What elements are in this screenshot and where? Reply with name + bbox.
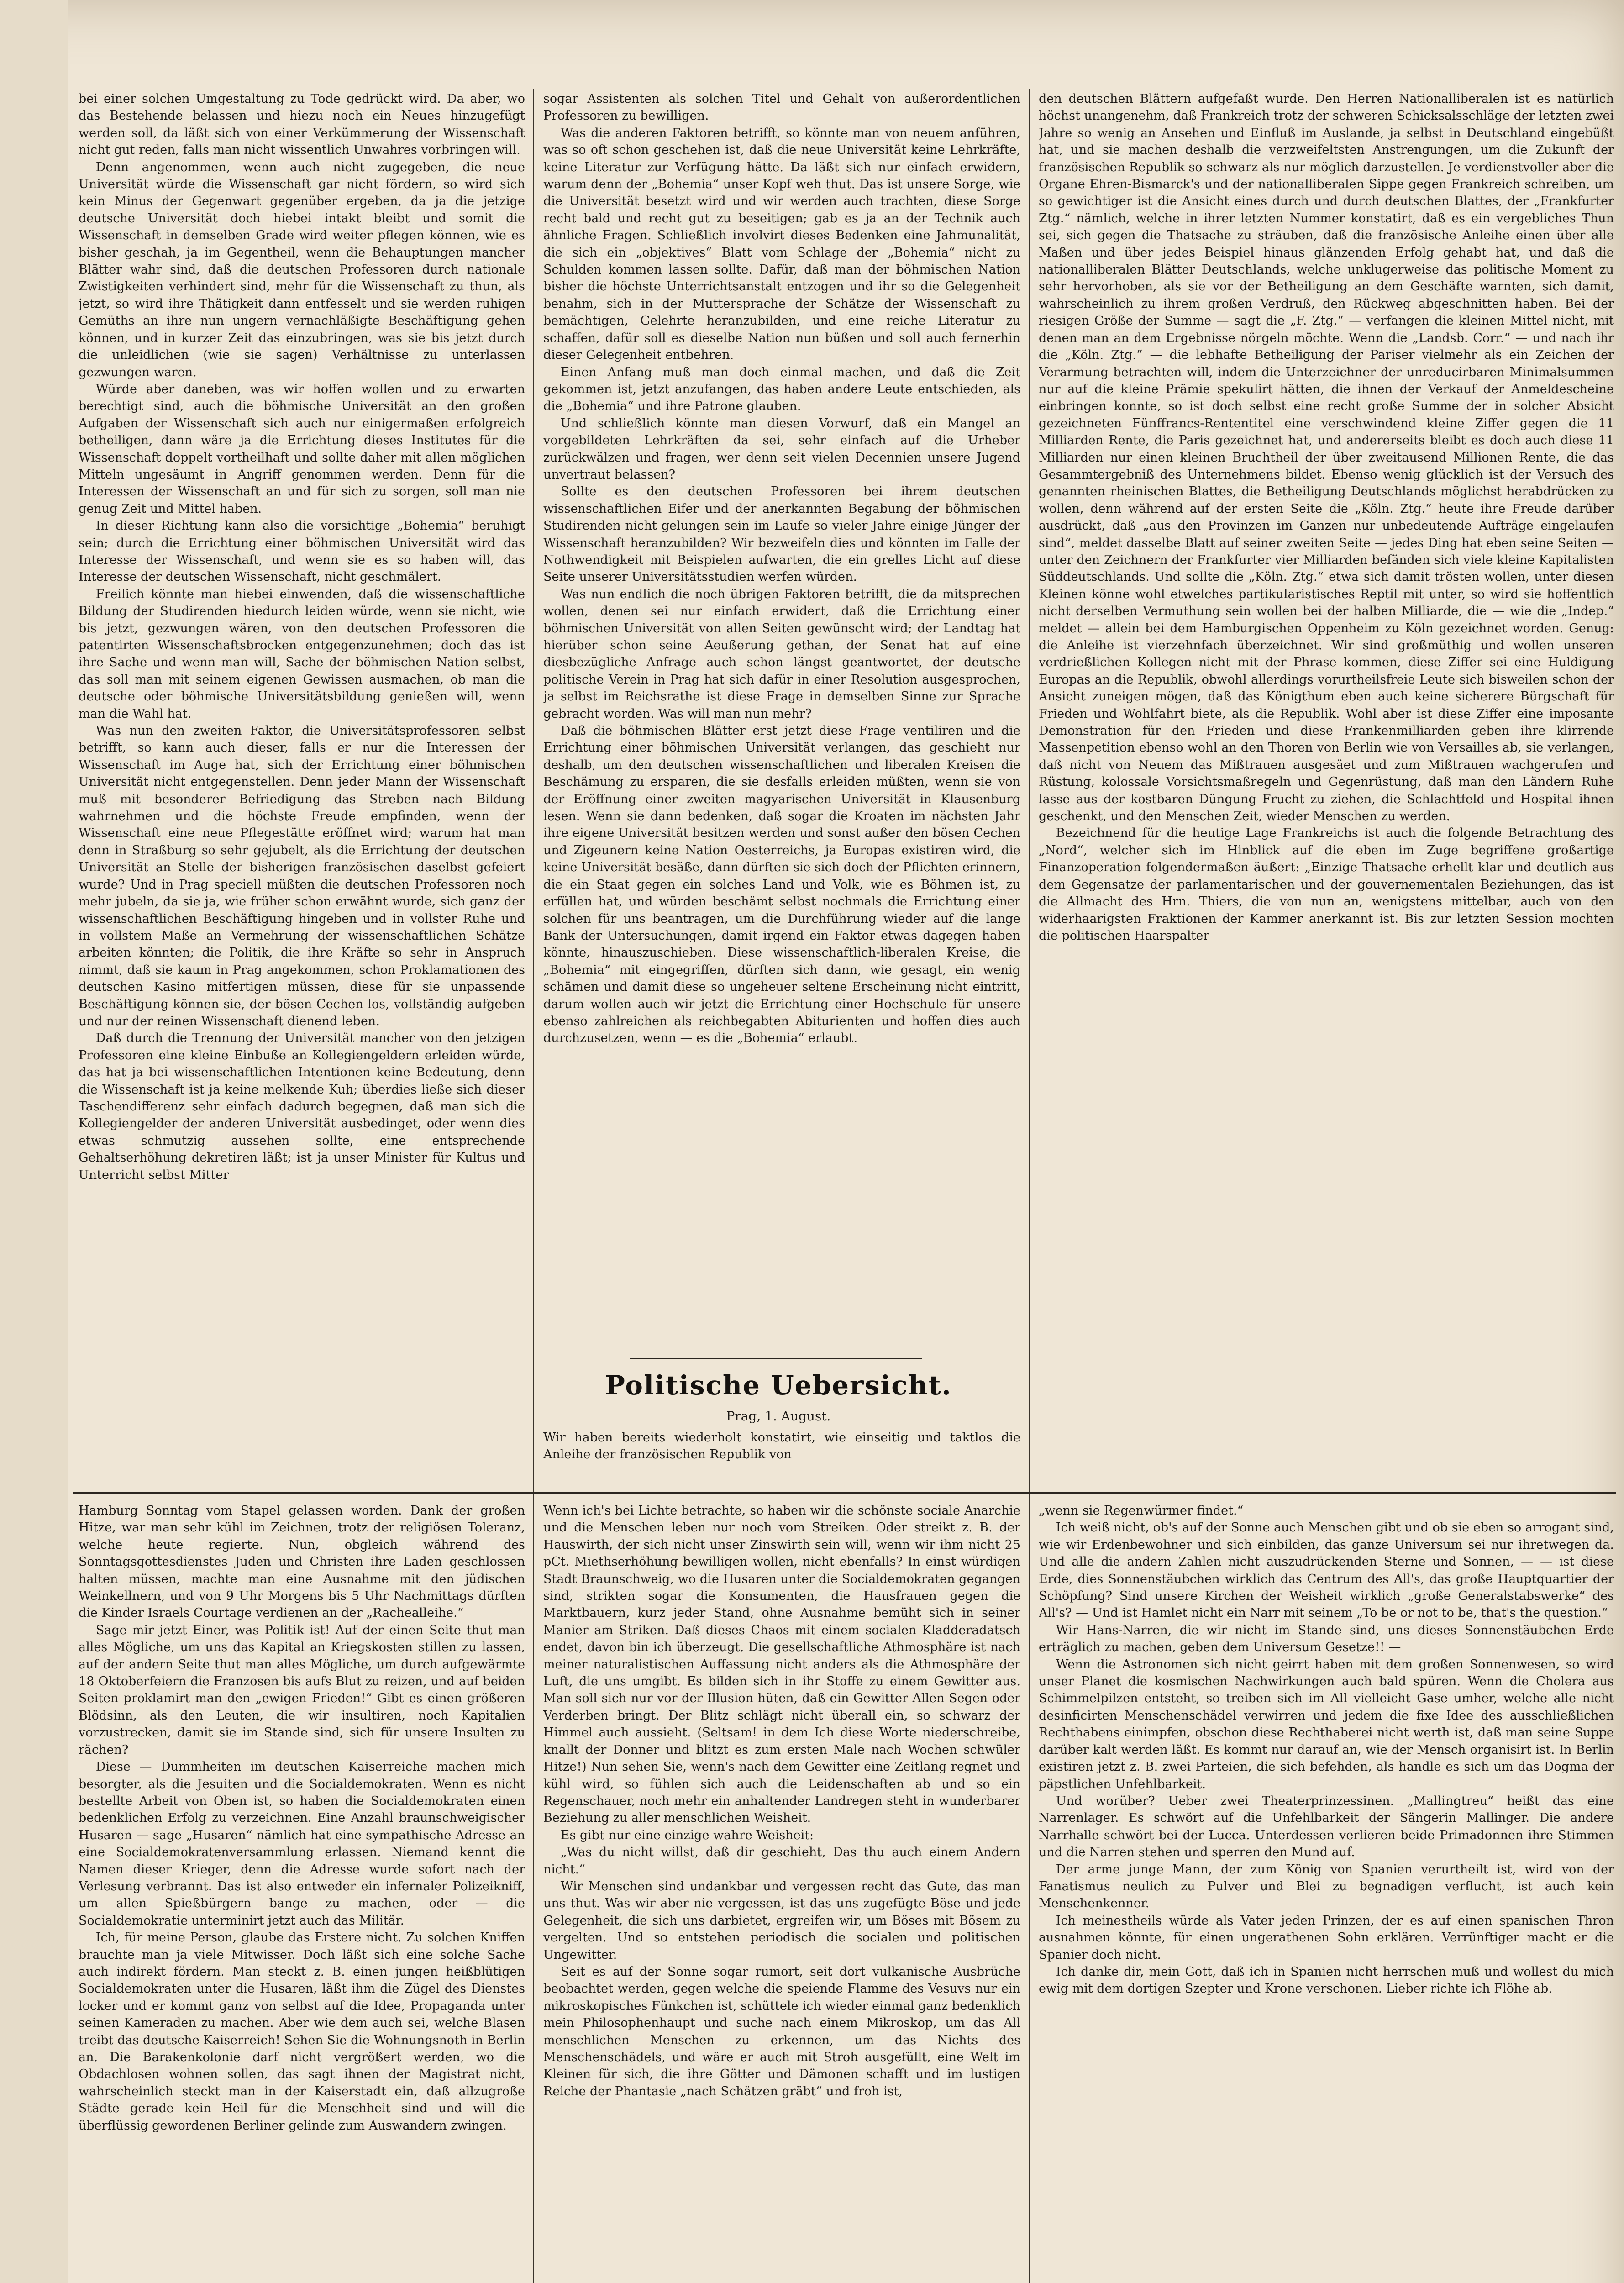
paragraph: Ich danke dir, mein Gott, daß ich in Spanien nicht herrschen muß und wollest du mich ewig mit dem dortigen Szepter und Krone verschonen. Lieber richte ich Flöhe ab.: [1039, 1964, 1614, 1996]
column-2-upper: [543, 90, 1020, 1323]
paragraph: Was nun den zweiten Faktor, die Universitätsprofessoren selbst betrifft, so kann auch dieser, falls er nur die Interessen der Wissenschaft im Auge hat, sich der Errichtung einer böhmischen Universität nicht entgegenstellen. Denn jeder Mann der Wissenschaft muß mit besonderer Befriedigung das Streben nach Bildung wahrnehmen und die höchste Freude empfinden, wenn der Wissenschaft eine neue Pflegestätte eröffnet wird; warum hat man denn in Straßburg so sehr gejubelt, als die Errichtung der deutschen Universität an Stelle der bisherigen französischen daselbst gefeiert wurde? Und in Prag speciell müßten die deutschen Professoren noch mehr jubeln, da sie ja, wie früher schon erwähnt wurde, sich ganz der wissenschaftlichen Beschäftigung hingeben und in vollster Ruhe und in vollstem Maße an Vermehrung der wissenschaftlichen Schätze arbeiten könnten; die Politik, die ihre Kräfte so sehr in Anspruch nimmt, daß sie kaum in Prag angekommen, schon Proklamationen des deutschen Kasino mitfertigen müssen, diese für sie unpassende Beschäftigung können sie, der bösen Cechen los, vollständig aufgeben und nur der reinen Wissenschaft dienend leben.: [79, 724, 525, 1028]
paragraph: Einen Anfang muß man doch einmal machen, und daß die Zeit gekommen ist, jetzt anzufangen, das haben andere Leute entschieden, als die „Bohemia“ und ihre Patrone glauben.: [543, 365, 1020, 414]
paragraph: Würde aber daneben, was wir hoffen wollen und zu erwarten berechtigt sind, auch die böhmische Universität an den großen Aufgaben der Wissenschaft sich auch nur einigermaßen erfolgreich betheiligen, dann wäre ja die Errichtung dieses Institutes für die Wissenschaft doppelt vortheilhaft und sollte daher mit allen möglichen Mitteln ungesäumt in Angriff genommen werden. Denn für die Interessen der Wissenschaft an und für sich zu sorgen, soll man nie genug Zeit und Mittel haben.: [79, 382, 525, 516]
paragraph: Ich weiß nicht, ob's auf der Sonne auch Menschen gibt und ob sie eben so arrogant sind, wie wir Erdenbewohner und sich einbilden, das ganze Universum sei nur ihretwegen da. Und alle die andern Zahlen nicht auszudrückenden Sterne und Sonnen, — — ist diese Erde, dies Sonnenstäubchen wirklich das Centrum des All's, das große Hauptquartier der Schöpfung? Sind unsere Kirchen der Weisheit wirklich „große Generalstabswerke“ des All's? — Und ist Hamlet nicht ein Narr mit seinem „To be or not to be, that's the question.“: [1039, 1520, 1614, 1620]
column-1-upper: [79, 90, 525, 1483]
paragraph: „Was du nicht willst, daß dir geschieht, Das thu auch einem Andern nicht.“: [543, 1845, 1020, 1877]
column-2-news: [543, 1429, 1020, 1484]
paragraph: Wir haben bereits wiederholt konstatirt, wie einseitig und taktlos die Anleihe der französischen Republik von: [543, 1431, 1020, 1462]
paragraph: Daß die böhmischen Blätter erst jetzt diese Frage ventiliren und die Errichtung einer böhmischen Universität verlangen, das geschieht nur deshalb, um den deutschen wissenschaftlichen und liberalen Kreisen die Beschämung zu ersparen, die sie desfalls erleiden müßten, wenn sie von der Eröffnung einer zweiten magyarischen Universität in Klausenburg lesen. Wenn sie dann bedenken, daß sogar die Kroaten im nächsten Jahr ihre eigene Universität besitzen werden und sonst außer den bösen Cechen und Zigeunern keine Nation Oesterreichs, ja Europas existiren wird, die keine Universität besäße, dann dürften sie sich doch der Pflichten erinnern, die ein Staat gegen ein solches Land und Volk, wie es Böhmen ist, zu erfüllen hat, und würden beschämt selbst nochmals die Errichtung einer solchen für uns beantragen, um die Durchführung wieder auf die lange Bank der Untersuchungen, damit irgend ein Faktor etwas dagegen haben könnte, hinauszuschieben. Diese wissenschaftlich-liberalen Kreise, die „Bohemia“ mit eingegriffen, dürften sich dann, wie gesagt, ein wenig schämen und damit diese so ungeheuer seltene Erscheinung nicht eintritt, darum wollen auch wir jetzt die Errichtung einer Hochschule für unsere ebenso zahlreichen als reichbegabten Abiturienten und hoffen dies auch durchzusetzen, wenn — es die „Bohemia“ erlaubt.: [543, 724, 1020, 1046]
paragraph: Seit es auf der Sonne sogar rumort, seit dort vulkanische Ausbrüche beobachtet werden, gegen welche die speiende Flamme des Vesuvs nur ein mikroskopisches Fünkchen ist, schüttele ich wieder einmal ganz bedenklich mein Philosophenhaupt und suche nach einem Mikroskop, um das All menschlichen Menschen zu erkennen, um das Nichts des Menschenschädels, und wäre er auch mit Stroh ausgefüllt, eine Welt im Kleinen für sich, die ihre Götter und Dämonen schafft und im lustigen Reiche der Phantasie „nach Schätzen gräbt“ und froh ist,: [543, 1964, 1020, 2099]
column-1-lower: [79, 1502, 525, 2283]
paragraph: Wir Hans-Narren, die wir nicht im Stande sind, uns dieses Sonnenstäubchen Erde erträglich zu machen, geben dem Universum Gesetze!! —: [1039, 1623, 1614, 1655]
paragraph: Sollte es den deutschen Professoren bei ihrem deutschen wissenschaftlichen Eifer und der anerkannten Begabung der böhmischen Studirenden nicht gelungen sein im Laufe so vieler Jahre einige Jünger der Wissenschaft heranzubilden? Wir bezweifeln dies und könnten im Falle der Nothwendigkeit mit Beispielen aufwarten, die ein grelles Licht auf diese Seite unserer Universitätsstudien werfen würden.: [543, 484, 1020, 584]
paragraph: Hamburg Sonntag vom Stapel gelassen worden. Dank der großen Hitze, war man sehr kühl im Zeichnen, trotz der religiösen Toleranz, welche heute regierte. Nun, obgleich während des Sonntagsgottesdienstes Juden und Christen ihre Laden geschlossen halten müssen, machte man eine Ausnahme mit den jüdischen Weinkellnern, und von 9 Uhr Morgens bis 5 Uhr Nachmittags dürften die Kinder Israels Courtage verdienen an der „Rachealleihe.“: [79, 1504, 525, 1620]
feuilleton-rule: [73, 1492, 1616, 1494]
paragraph: Und worüber? Ueber zwei Theaterprinzessinen. „Mallingtreu“ heißt das eine Narrenlager. Es schwört auf die Unfehlbarkeit der Sängerin Mallinger. Die andere Narrhalle schwört bei der Lucca. Unterdessen verlieren beide Primadonnen ihre Stimmen und die Narren stehen und sperren den Mund auf.: [1039, 1794, 1614, 1860]
page-margin: [0, 0, 68, 2283]
column-3-upper: [1039, 90, 1614, 1483]
paragraph: bei einer solchen Umgestaltung zu Tode gedrückt wird. Da aber, wo das Bestehende belassen und hiezu noch ein Neues hinzugefügt werden soll, da läßt sich von einer Verkümmerung der Wissenschaft nicht gut reden, falls man nicht wissentlich Unwahres vorbringen will.: [79, 92, 525, 158]
paragraph: Was die anderen Faktoren betrifft, so könnte man von neuem anführen, was so oft schon geschehen ist, daß die neue Universität keine Lehrkräfte, keine Literatur zur Verfügung hätte. Da läßt sich nur einfach erwidern, warum denn der „Bohemia“ unser Kopf weh thut. Das ist unsere Sorge, wie die Universität besetzt wird und wir werden auch trachten, diese Sorge recht bald und recht gut zu beseitigen; gab es ja an der Technik auch ähnliche Fragen. Schließlich involvirt dieses Bedenken eine Jahmunalität, die sich ein „objektives“ Blatt vom Schlage der „Bohemia“ nicht zu Schulden kommen lassen sollte. Dafür, daß man der böhmischen Nation bisher die höchste Unterrichtsanstalt entzogen und ihr so die Gelegenheit benahm, sich in der Muttersprache der Schätze der Wissenschaft zu bemächtigen, Gelehrte heranzubilden, und eine reiche Literatur zu schaffen, dafür soll es dieselbe Nation nun büßen und soll auch fernerhin dieser Gelegenheit entbehren.: [543, 126, 1020, 363]
paragraph: Wenn die Astronomen sich nicht geirrt haben mit dem großen Sonnenwesen, so wird unser Planet die kosmischen Nachwirkungen auch bald spüren. Wenn die Cholera aus Schimmelpilzen entsteht, so treiben sich im All vielleicht Gase umher, welche alle nicht desinficirten Menschenschädel verwirren und jedem die fixe Idee des ausschließlichen Rechthabens einimpfen, obschon diese Rechthaberei nicht werth ist, daß man seine Suppe darüber kalt werden läßt. Es kommt nur darauf an, wie der Mensch organisirt ist. In Berlin existiren jetzt z. B. zwei Parteien, die sich befehden, als handle es sich um das Dogma der päpstlichen Unfehlbarkeit.: [1039, 1657, 1614, 1791]
paragraph: Wir Menschen sind undankbar und vergessen recht das Gute, das man uns thut. Was wir aber nie vergessen, ist das uns zugefügte Böse und jede Gelegenheit, die sich uns darbietet, ergreifen wir, um Böses mit Bösem zu vergelten. Und so entstehen periodisch die socialen und politischen Ungewitter.: [543, 1879, 1020, 1962]
paragraph: Daß durch die Trennung der Universität mancher von den jetzigen Professoren eine kleine Einbuße an Kollegiengeldern erleiden würde, das hat ja bei wissenschaftlichen Intentionen keine Bedeutung, denn die Wissenschaft ist ja keine melkende Kuh; überdies ließe sich dieser Taschendifferenz sehr einfach dadurch begegnen, daß man sich die Kollegiengelder der anderen Universität ausbedinget, oder wenn dies etwas schmutzig aussehen sollte, eine entsprechende Gehaltserhöhung dekretiren läßt; ist ja unser Minister für Kultus und Unterricht selbst Mitter: [79, 1031, 525, 1182]
heading-rule-top: [630, 1358, 922, 1359]
paragraph: Wenn ich's bei Lichte betrachte, so haben wir die schönste sociale Anarchie und die Menschen leben nur noch vom Streiken. Oder streikt z. B. der Hauswirth, der sich nicht unser Zinswirth sein will, wenn wir ihm nicht 25 pCt. Miethserhöhung bewilligen wollen, nicht ebenfalls? In einst würdigen Stadt Braunschweig, wo die Husaren unter die Socialdemokraten gegangen sind, strikten sogar die Konsumenten, die Hausfrauen gegen die Marktbauern, kurz jeder Stand, ohne Ausnahme bemüht sich in seiner Manier am Striken. Daß dieses Chaos mit einem socialen Kladderadatsch endet, davon bin ich überzeugt. Die gesellschaftliche Athmosphäre ist nach meiner naturalistischen Auffassung nicht anders als die Athmosphäre der Luft, die uns umgibt. Es bilden sich in ihr Stoffe zu einem Gewitter aus. Man soll sich nur vor der Illusion hüten, daß ein Gewitter Allen Segen oder Verderben bringt. Der Blitz schlägt nicht überall ein, so schwarz der Himmel auch aussieht. (Seltsam! in dem Ich diese Worte niederschreibe, knallt der Donner und blitzt es zum ersten Male nach Wochen schwüler Hitze!) Nun sehen Sie, wenn's nach dem Gewitter eine Zeitlang regnet und kühl wird, so fühlen sich auch die Leidenschaften ab und so ein Regenschauer, noch mehr ein anhaltender Landregen steht in wunderbarer Beziehung zu aller menschlichen Weisheit.: [543, 1504, 1020, 1825]
column-2-lower: [543, 1502, 1020, 2283]
paragraph: Ich, für meine Person, glaube das Erstere nicht. Zu solchen Kniffen brauchte man ja viele Mitwisser. Doch läßt sich eine solche Sache auch indirekt fördern. Man steckt z. B. einen jungen heißblütigen Socialdemokraten unter die Husaren, läßt ihm die Zügel des Dienstes locker und er kommt ganz von selbst auf die Idee, Propaganda unter seinen Kameraden zu machen. Aber wie dem auch sei, welche Blasen treibt das deutsche Kaiserreich! Sehen Sie die Wohnungsnoth in Berlin an. Die Barakenkolonie darf nicht vergrößert werden, wo die Obdachlosen wohnen sollen, das sagt ihnen der Magistrat nicht, wahrscheinlich steckt man in der Kaiserstadt ein, daß allzugroße Städte gerade kein Heil für die Menschheit sind und will die überflüssig gewordenen Berliner gelinde zum Auswandern zwingen.: [79, 1931, 525, 2133]
paragraph: Ich meinestheils würde als Vater jeden Prinzen, der es auf einen spanischen Thron ausnahmen könnte, für einen ungerathenen Sohn erklären. Verrünftiger macht er die Spanier doch nicht.: [1039, 1913, 1614, 1962]
paragraph: den deutschen Blättern aufgefaßt wurde. Den Herren Nationalliberalen ist es natürlich höchst unangenehm, daß Frankreich trotz der schweren Schicksalsschläge der letzten zwei Jahre so wenig an Ansehen und Einfluß im Auslande, ja selbst in Deutschland eingebüßt hat, und sie machen deshalb die verzweifeltsten Anstrengungen, um die Zukunft der französischen Republik so schwarz als nur möglich darzustellen. Je verdienstvoller aber die Organe Ehren-Bismarck's und der nationalliberalen Sippe gegen Frankreich schreiben, um so gewichtiger ist die Ansicht eines durch und durch deutschen Blattes, der „Frankfurter Ztg.“ nämlich, welche in ihrer letzten Nummer konstatirt, daß es ein vergebliches Thun sei, sich gegen die Thatsache zu sträuben, daß die französische Anleihe einen über alle Maßen und über jedes Beispiel hinaus glänzenden Erfolg gehabt hat, und daß die nationalliberalen Blätter Deutschlands, welche unklugerweise das politische Moment zu sehr hervorhoben, als sie vor der Betheiligung an dem Geschäfte warnten, sich damit, wahrscheinlich zu ihrem großen Verdruß, den Rückweg abgeschnitten haben. Bei der riesigen Größe der Summe — sagt die „F. Ztg.“ — verfangen die kleinen Mittel nicht, mit denen man an dem Ergebnisse nörgeln möchte. Wenn die „Landsb. Corr.“ — und nach ihr die „Köln. Ztg.“ — die lebhafte Betheiligung der Pariser vielmehr als ein Zeichen der Verarmung betrachten will, indem die Unterzeichner der unreducirbaren Minimalsummen nur auf die kleine Prämie spekulirt hätten, die ihnen der Verkauf der Anmeldescheine einbringen konnte, so ist doch selbst eine recht große Summe der in solcher Absicht gezeichneten Fünffrancs-Rententitel eine verschwindend kleine Ziffer gegen die 11 Milliarden Rente, die Paris gezeichnet hat, und andererseits bleibt es doch auch diese 11 Milliarden nur einen kleinen Bruchtheil der über zweitausend Millionen Rente, die das Gesammtergebniß des Unternehmens bildet. Ebenso wenig glücklich ist der Versuch des genannten rheinischen Blattes, die Betheiligung Deutschlands möglichst herabdrücken zu wollen, denn während auf der ersten Seite die „Köln. Ztg.“ heute ihre Freude darüber ausdrückt, daß „aus den Provinzen im Ganzen nur unbedeutende Aufträge eingelaufen sind“, meldet dasselbe Blatt auf seiner zweiten Seite — jedes Ding hat eben seine Seiten — unter den Zeichnern der Frankfurter vier Milliarden befänden sich viele kleine Kapitalisten Süddeutschlands. Und sollte die „Köln. Ztg.“ etwa sich damit trösten wollen, unter diesen Kleinen könne wohl etwelches partikularistisches Reptil mit unter, so wird sie hoffentlich nicht derselben Vermuthung sein wollen bei der halben Milliarde, die — wie die „Indep.“ meldet — allein bei dem Hamburgischen Oppenheim zu Köln gezeichnet worden. Genug: die Anleihe ist vierzehnfach überzeichnet. Wir sind großmüthig und wollen unseren verdrießlichen Kollegen nicht mit der Phrase kommen, diese Ziffer sei eine Huldigung Europas an die Republik, obwohl allerdings vorurtheilsfreie Leute sich bisweilen schon der Ansicht zuneigen mögen, daß das Königthum eben auch keine sicherere Bürgschaft für Frieden und Wohlfahrt biete, als die Republik. Wohl aber ist diese Ziffer eine imposante Demonstration für den Frieden und diese Frankenmilliarden geben ihre klirrende Massenpetition ebenso wohl an den Thoren von Berlin wie von Versailles ab, sie verlangen, daß nicht von Neuem das Mißtrauen ausgesäet und zum Mißtrauen wachgerufen und Rüstung, kolossale Vorsichtsmaßregeln und Gegenrüstung, daß man den Ländern Ruhe lasse aus der kostbaren Düngung Frucht zu ziehen, die Schlachtfeld und Hospital ihnen geschenkt, und den Menschen Zeit, wieder Menschen zu werden.: [1039, 92, 1614, 824]
column-3-lower: [1039, 1502, 1614, 2283]
paragraph: „wenn sie Regenwürmer findet.“: [1039, 1504, 1244, 1518]
paragraph: Sage mir jetzt Einer, was Politik ist! Auf der einen Seite thut man alles Mögliche, um uns das Kapital an Kriegskosten stillen zu lassen, auf der andern Seite thut man alles Mögliche, um durch aufgewärmte 18 Oktoberfeiern die Franzosen bis aufs Blut zu reizen, und auf beiden Seiten proklamirt man den „ewigen Frieden!“ Gibt es einen größeren Blödsinn, als den Leuten, die wir insultiren, noch Kapitalien vorzustrecken, damit sie im Stande sind, sich für unsere Insulten zu rächen?: [79, 1623, 525, 1757]
dateline: Prag, 1. August.: [726, 1409, 831, 1424]
paragraph: Denn angenommen, wenn auch nicht zugegeben, die neue Universität würde die Wissenschaft gar nicht fördern, so wird sich kein Minus der Gegenwart gegenüber ergeben, da ja die jetzige deutsche Universität doch hiebei intakt bleibt und somit die Wissenschaft in demselben Grade wird weiter pflegen können, wie es bisher geschah, ja im Gegentheil, wenn die Behauptungen mancher Blätter wahr sind, daß die deutschen Professoren durch nationale Zwistigkeiten verhindert sind, mehr für die Wissenschaft zu thun, als jetzt, so wird ihre Thätigkeit dann entfesselt und sie werden ruhigen Gemüths an ihre nun ungern vernachläßigte Beschäftigung gehen können, und in kurzer Zeit das einzubringen, was sie bis jetzt durch die unleidlichen (wie sie sagen) Verhältnisse zu unterlassen gezwungen waren.: [79, 160, 525, 379]
section-heading: Politische Uebersicht.: [605, 1370, 952, 1401]
paragraph: Es gibt nur eine einzige wahre Weisheit:: [560, 1828, 814, 1842]
paragraph: Der arme junge Mann, der zum König von Spanien verurtheilt ist, wird von der Fanatismus neulich zu Pulver und Blei zu begnadigen verflucht, ist auch kein Menschenkenner.: [1039, 1862, 1614, 1911]
paragraph: Freilich könnte man hiebei einwenden, daß die wissenschaftliche Bildung der Studirenden hiedurch leiden würde, wenn sie nicht, wie bis jetzt, gezwungen wären, von den deutschen Professoren die patentirten Wissenschaftsbrocken entgegenzunehmen; doch das ist ihre Sache und wenn man will, Sache der böhmischen Nation selbst, das soll man mit seinem eigenen Gewissen ausmachen, ob man die deutsche oder böhmische Universitätsbildung genießen will, wenn man die Wahl hat.: [79, 587, 525, 721]
paragraph: In dieser Richtung kann also die vorsichtige „Bohemia“ beruhigt sein; durch die Errichtung einer böhmischen Universität wird das Interesse der Wissenschaft, und wenn sie es so haben will, das Interesse der deutschen Wissenschaft, nicht geschmälert.: [79, 519, 525, 584]
paragraph: Diese — Dummheiten im deutschen Kaiserreiche machen mich besorgter, als die Jesuiten und die Socialdemokraten. Wenn es nicht bestellte Arbeit von Oben ist, so haben die Socialdemokraten einen bedenklichen Erfolg zu verzeichnen. Eine Anzahl braunschweigischer Husaren — sage „Husaren“ nämlich hat eine sympathische Adresse an eine Socialdemokratenversammlung erlassen. Niemand kennt die Namen dieser Krieger, denn die Adresse wurde sofort nach der Verlesung verbrannt. Das ist also entweder ein infernaler Polizeikniff, um allen Spießbürgern bange zu machen, oder — die Socialdemokratie unterminirt jetzt auch das Militär.: [79, 1760, 525, 1928]
paragraph: Was nun endlich die noch übrigen Faktoren betrifft, die da mitsprechen wollen, denen sei nur einfach erwidert, daß die Errichtung einer böhmischen Universität von allen Seiten gewünscht wird; der Landtag hat hierüber schon seine Aeußerung gethan, der Senat hat auf eine diesbezügliche Anfrage auch schon längst geantwortet, der deutsche politische Verein in Prag hat sich dafür in einer Resolution ausgesprochen, ja selbst im Reichsrathe ist diese Frage in demselben Sinne zur Sprache gebracht worden. Was will man nun mehr?: [543, 587, 1020, 721]
paragraph: Und schließlich könnte man diesen Vorwurf, daß ein Mangel an vorgebildeten Lehrkräften da sei, sehr einfach auf die Urheber zurückwälzen und fragen, wer denn seit vielen Decennien unsere Jugend unvertraut belassen?: [543, 416, 1020, 482]
column-rule-2: [1029, 89, 1030, 2283]
column-rule-1: [533, 89, 534, 2283]
paragraph: Bezeichnend für die heutige Lage Frankreichs ist auch die folgende Betrachtung des „Nord“, welcher sich im Hinblick auf die eben im Zuge begriffene großartige Finanzoperation folgendermaßen äußert: „Einzige Thatsache erhellt klar und deutlich aus dem Gegensatze der parlamentarischen und der gouvernementalen Beziehungen, das ist die Allmacht des Hrn. Thiers, die von nun an, wenigstens mittelbar, auch von den widerhaarigsten Fraktionen der Kammer anerkannt ist. Bis zur letzten Session mochten die politischen Haarspalter: [1039, 826, 1614, 943]
paragraph: sogar Assistenten als solchen Titel und Gehalt von außerordentlichen Professoren zu bewilligen.: [543, 92, 1020, 123]
